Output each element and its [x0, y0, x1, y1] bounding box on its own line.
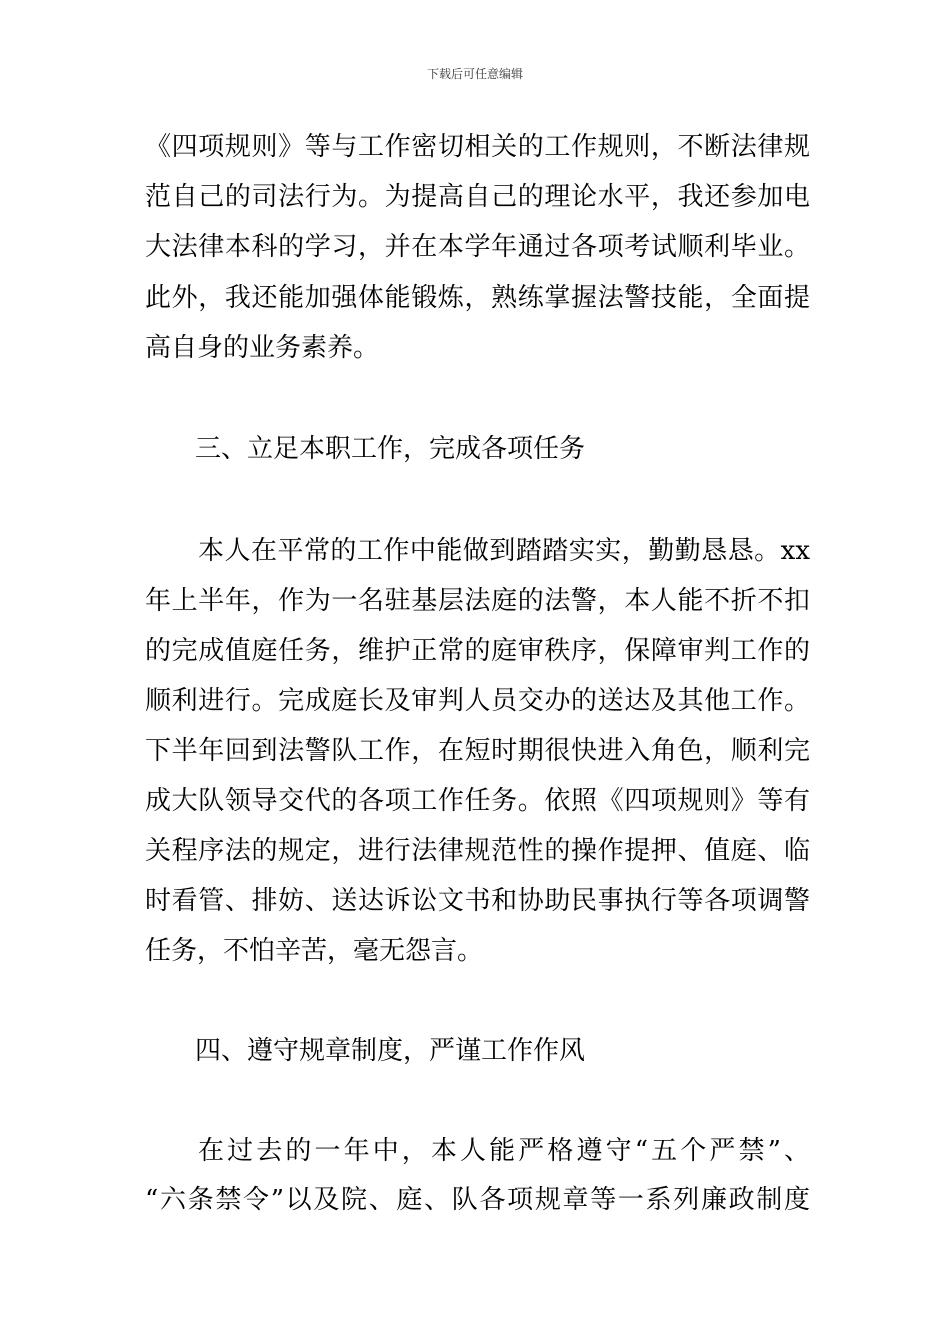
text-line: 的完成值庭任务，维护正常的庭审秩序，保障审判工作的 [145, 636, 810, 666]
text-line: 在过去的一年中，本人能严格遵守“五个严禁”、 [198, 1136, 810, 1166]
page-header: 下载后可任意编辑 [426, 67, 523, 81]
text-line: 此外，我还能加强体能锻炼，熟练掌握法警技能，全面提 [145, 283, 810, 313]
text-line: 范自己的司法行为。为提高自己的理论水平，我还参加电 [145, 182, 810, 212]
text-line: 高自身的业务素养。 [145, 333, 380, 363]
text-line: 《四项规则》等与工作密切相关的工作规则，不断法律规 [145, 132, 810, 162]
text-line: 大法律本科的学习，并在本学年通过各项考试顺利毕业。 [145, 232, 810, 262]
text-line: 成大队领导交代的各项工作任务。依照《四项规则》等有 [145, 786, 810, 816]
text-line: 时看管、排妨、送达诉讼文书和协助民事执行等各项调警 [145, 886, 810, 916]
text-line: 关程序法的规定，进行法律规范性的操作提押、值庭、临 [145, 836, 810, 866]
text-line: 本人在平常的工作中能做到踏踏实实，勤勤恳恳。xx [198, 536, 810, 566]
text-line: 下半年回到法警队工作，在短时期很快进入角色，顺利完 [145, 736, 810, 766]
text-line: 年上半年，作为一名驻基层法庭的法警，本人能不折不扣 [145, 586, 810, 616]
text-line: 任务，不怕辛苦，毫无怨言。 [145, 936, 484, 966]
text-line: “六条禁令”以及院、庭、队各项规章等一系列廉政制度 [145, 1185, 810, 1215]
section-heading: 四、遵守规章制度，严谨工作作风 [195, 1036, 586, 1066]
text-line: 顺利进行。完成庭长及审判人员交办的送达及其他工作。 [145, 686, 810, 716]
section-heading: 三、立足本职工作，完成各项任务 [195, 434, 586, 464]
